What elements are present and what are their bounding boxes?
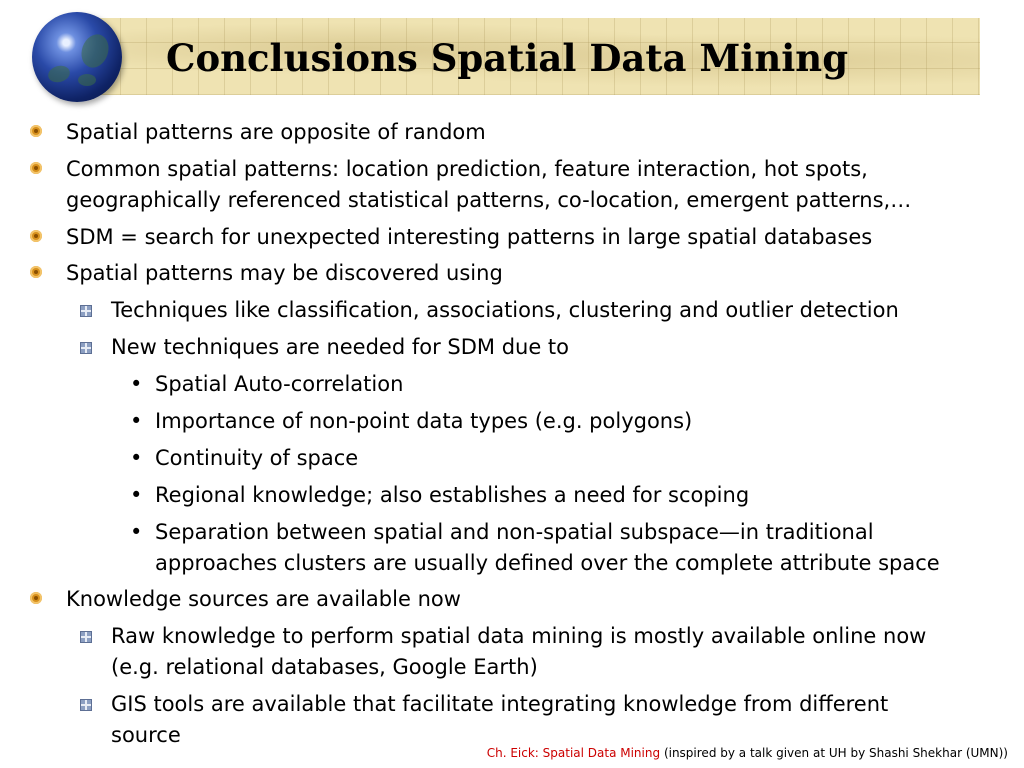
bullet-l3-icon: •	[130, 409, 143, 433]
bullet-l2-icon	[80, 631, 92, 643]
bullet-text: Common spatial patterns: location prediction, feature interaction, hot spots,	[66, 157, 868, 181]
footer-credit: (inspired by a talk given at UH by Shashi Shekhar (UMN))	[663, 746, 1008, 760]
bullet-l2-icon	[80, 342, 92, 354]
bullet-text: Importance of non-point data types (e.g. polygons)	[155, 409, 693, 433]
globe-icon	[32, 12, 122, 102]
bullet-l3-icon: •	[130, 483, 143, 507]
bullet-text: Continuity of space	[155, 446, 359, 470]
bullet-text: Regional knowledge; also establishes a need for scoping	[155, 483, 750, 507]
bullet-l1-icon	[30, 230, 42, 242]
bullet-l3-icon: •	[130, 372, 143, 396]
bullet-text: New techniques are needed for SDM due to	[111, 335, 570, 359]
bullet-l1-icon	[30, 162, 42, 174]
bullet-text-cont: approaches clusters are usually defined over the complete attribute space	[155, 551, 940, 575]
bullet-l1-icon	[30, 592, 42, 604]
slide-title: Conclusions Spatial Data Mining	[166, 36, 849, 80]
bullet-text: GIS tools are available that facilitate integrating knowledge from different	[111, 692, 889, 716]
bullet-l3-icon: •	[130, 520, 143, 544]
bullet-l2-icon	[80, 699, 92, 711]
bullet-text-cont: (e.g. relational databases, Google Earth)	[111, 655, 538, 679]
slide-footer	[487, 746, 1008, 760]
footer-author-title: Ch. Eick: Spatial Data Mining	[486, 746, 661, 760]
bullet-text: Spatial patterns are opposite of random	[66, 120, 486, 144]
bullet-text: Knowledge sources are available now	[66, 587, 461, 611]
bullet-text: Spatial Auto-correlation	[155, 372, 404, 396]
bullet-text: Raw knowledge to perform spatial data mining is mostly available online now	[111, 624, 927, 648]
bullet-text: Spatial patterns may be discovered using	[66, 261, 503, 285]
bullet-text: Separation between spatial and non-spatial subspace—in traditional	[155, 520, 874, 544]
bullet-l1-icon	[30, 125, 42, 137]
bullet-text: SDM = search for unexpected interesting patterns in large spatial databases	[66, 225, 873, 249]
bullet-l1-icon	[30, 266, 42, 278]
bullet-l2-icon	[80, 305, 92, 317]
bullet-text-cont: source	[111, 723, 181, 747]
bullet-text-cont: geographically referenced statistical patterns, co-location, emergent patterns,…	[66, 188, 912, 212]
bullet-text: Techniques like classification, associations, clustering and outlier detection	[111, 298, 899, 322]
bullet-l3-icon: •	[130, 446, 143, 470]
